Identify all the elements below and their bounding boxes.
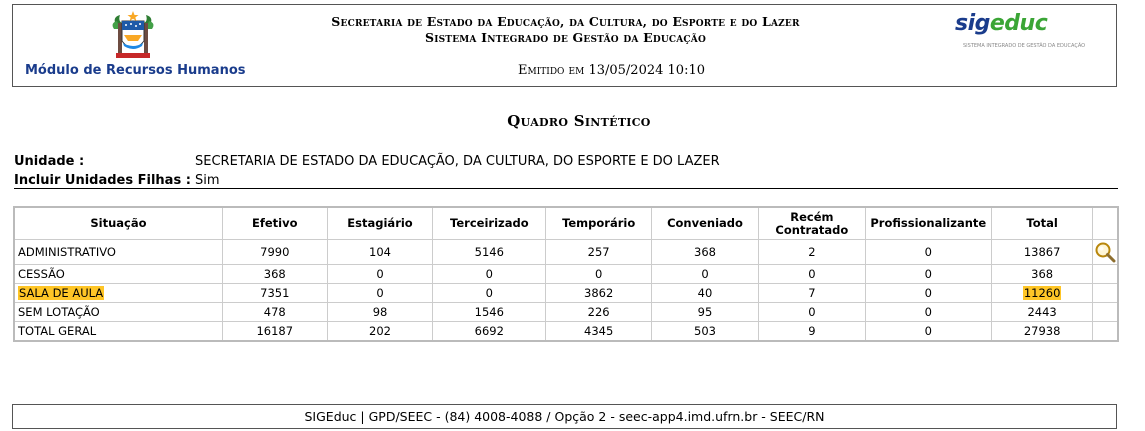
cell-estagiario: 104 (327, 240, 433, 265)
cell-efetivo: 7351 (222, 284, 327, 303)
unidade-label: Unidade : (14, 154, 85, 169)
col-header-situacao: Situação (14, 207, 222, 240)
logo-brand-educ: educ (989, 11, 1048, 36)
cell-efetivo: 16187 (222, 322, 327, 342)
cell-temporario: 226 (546, 303, 652, 322)
cell-situacao (14, 284, 222, 303)
cell-total: 368 (991, 265, 1093, 284)
table-row (14, 240, 1118, 265)
cell-recem-contratado: 7 (758, 284, 865, 303)
table-header-row (14, 207, 1118, 240)
cell-action (1093, 240, 1118, 265)
filhas-label: Incluir Unidades Filhas : (14, 173, 191, 188)
col-header-recem-contratado: Recém Contratado (758, 207, 865, 240)
cell-conveniado: 368 (652, 240, 759, 265)
cell-profissionalizante: 0 (865, 265, 991, 284)
cell-temporario: 0 (546, 265, 652, 284)
highlight-situacao: SALA DE AULA (19, 286, 104, 300)
cell-estagiario: 0 (327, 265, 433, 284)
cell-total: 13867 (991, 240, 1093, 265)
cell-estagiario: 98 (327, 303, 433, 322)
cell-temporario: 257 (546, 240, 652, 265)
cell-profissionalizante: 0 (865, 322, 991, 342)
cell-efetivo: 7990 (222, 240, 327, 265)
cell-situacao: CESSÃO (14, 265, 222, 284)
cell-conveniado: 40 (652, 284, 759, 303)
cell-terceirizado: 0 (433, 265, 546, 284)
col-header-estagiario: Estagiário (327, 207, 433, 240)
sistema-title: Sistema Integrado de Gestão da Educação (424, 30, 707, 45)
page-header (12, 4, 1117, 87)
magnifier-icon[interactable] (1094, 241, 1116, 263)
page-footer: SIGEduc | GPD/SEEC - (84) 4008-4088 / Opção 2 - seec-app4.imd.ufrn.br - SEEC/RN (12, 404, 1117, 429)
logo-brand-sig: sig (955, 11, 990, 36)
col-header-profissionalizante: Profissionalizante (865, 207, 991, 240)
cell-terceirizado: 0 (433, 284, 546, 303)
cell-action (1093, 322, 1118, 342)
cell-situacao: SEM LOTAÇÃO (14, 303, 222, 322)
col-header-efetivo: Efetivo (222, 207, 327, 240)
cell-action (1093, 303, 1118, 322)
cell-recem-contratado: 9 (758, 322, 865, 342)
summary-table (13, 206, 1119, 342)
logo-tagline: SISTEMA INTEGRADO DE GESTÃO DA EDUCAÇÃO (963, 43, 1086, 49)
cell-recem-contratado: 0 (758, 265, 865, 284)
table-row-total (14, 322, 1118, 342)
cell-recem-contratado: 2 (758, 240, 865, 265)
table-row (14, 284, 1118, 303)
cell-efetivo: 478 (222, 303, 327, 322)
cell-total: 2443 (991, 303, 1093, 322)
cell-efetivo: 368 (222, 265, 327, 284)
filhas-value: Sim (195, 173, 220, 188)
table-row (14, 265, 1118, 284)
sigeduc-logo (955, 11, 1086, 53)
cell-profissionalizante: 0 (865, 303, 991, 322)
cell-profissionalizante: 0 (865, 284, 991, 303)
cell-total (991, 284, 1093, 303)
emission-date: Emitido em 13/05/2024 10:10 (518, 63, 705, 78)
divider (14, 188, 1118, 189)
unidade-value: SECRETARIA DE ESTADO DA EDUCAÇÃO, DA CULTURA, DO ESPORTE E DO LAZER (195, 154, 720, 169)
cell-total: 27938 (991, 322, 1093, 342)
highlight-total: 11260 (1023, 286, 1061, 300)
col-header-temporario: Temporário (546, 207, 652, 240)
secretaria-title: Secretaria de Estado da Educação, da Cultura, do Esporte e do Lazer (331, 14, 800, 29)
cell-estagiario: 202 (327, 322, 433, 342)
cell-terceirizado: 5146 (433, 240, 546, 265)
cell-situacao: TOTAL GERAL (14, 322, 222, 342)
cell-action (1093, 265, 1118, 284)
col-header-terceirizado: Terceirizado (433, 207, 546, 240)
table-row (14, 303, 1118, 322)
cell-conveniado: 503 (652, 322, 759, 342)
col-header-conveniado: Conveniado (652, 207, 759, 240)
cell-conveniado: 0 (652, 265, 759, 284)
col-header-action (1093, 207, 1118, 240)
cell-action (1093, 284, 1118, 303)
cell-temporario: 4345 (546, 322, 652, 342)
col-header-total: Total (991, 207, 1093, 240)
cell-profissionalizante: 0 (865, 240, 991, 265)
cell-temporario: 3862 (546, 284, 652, 303)
report-title: Quadro Sintético (507, 112, 651, 130)
cell-recem-contratado: 0 (758, 303, 865, 322)
module-title: Módulo de Recursos Humanos (25, 63, 246, 78)
cell-conveniado: 95 (652, 303, 759, 322)
cell-estagiario: 0 (327, 284, 433, 303)
cell-terceirizado: 1546 (433, 303, 546, 322)
cell-situacao: ADMINISTRATIVO (14, 240, 222, 265)
cell-terceirizado: 6692 (433, 322, 546, 342)
